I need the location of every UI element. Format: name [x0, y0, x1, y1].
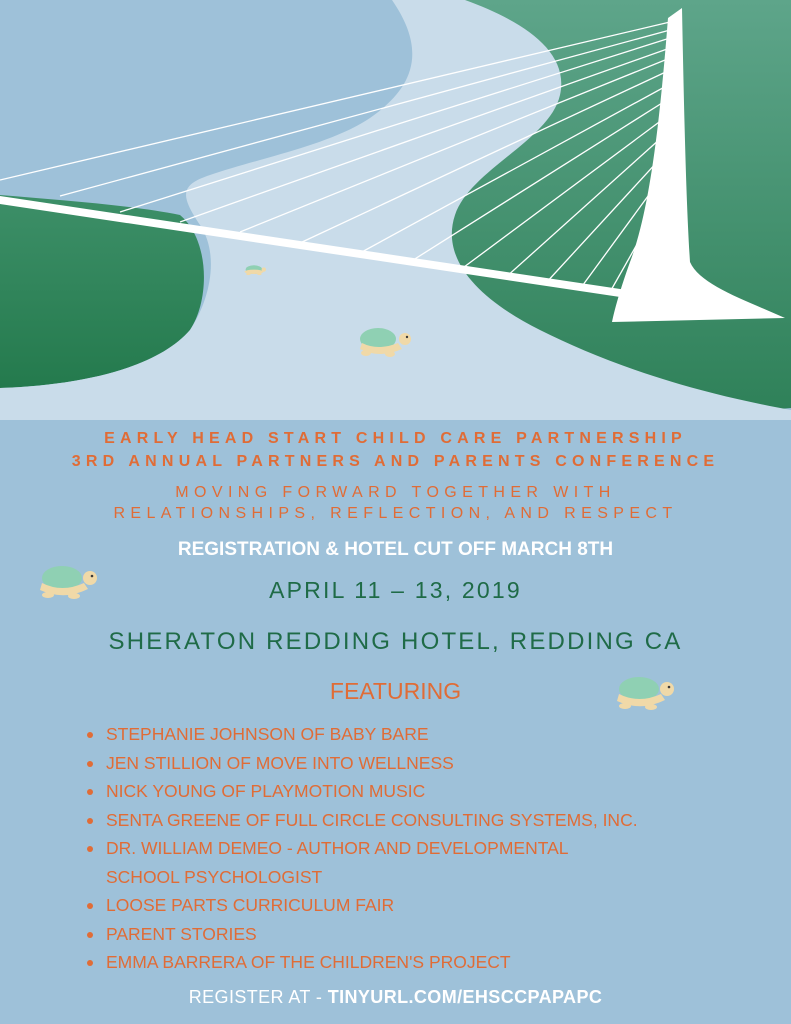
organization-title: EARLY HEAD START CHILD CARE PARTNERSHIP: [104, 430, 687, 447]
list-item: EMMA BARRERA OF THE CHILDREN'S PROJECT: [87, 948, 777, 977]
bridge-river-illustration: [0, 0, 791, 420]
list-item: LOOSE PARTS CURRICULUM FAIR: [87, 891, 777, 920]
list-item: DR. WILLIAM DEMEO - AUTHOR AND DEVELOPMENTAL: [87, 834, 777, 863]
list-item: SENTA GREENE OF FULL CIRCLE CONSULTING SYSTEMS, INC.: [87, 806, 777, 835]
conference-title: 3RD ANNUAL PARTNERS AND PARENTS CONFERENCE: [71, 453, 720, 470]
theme-line-1: MOVING FORWARD TOGETHER WITH: [175, 484, 616, 501]
list-item: STEPHANIE JOHNSON OF BABY BARE: [87, 720, 777, 749]
featured-list: [87, 720, 777, 977]
list-item: JEN STILLION OF MOVE INTO WELLNESS: [87, 749, 777, 778]
list-item-continuation: SCHOOL PSYCHOLOGIST: [106, 866, 323, 887]
event-dates: APRIL 11 – 13, 2019: [269, 577, 522, 603]
list-item: NICK YOUNG OF PLAYMOTION MUSIC: [87, 777, 777, 806]
registration-link[interactable]: TINYURL.COM/EHSCCPAPAPC: [327, 987, 603, 1007]
featuring-heading: FEATURING: [329, 678, 462, 704]
registration-deadline: REGISTRATION & HOTEL CUT OFF MARCH 8TH: [177, 539, 614, 560]
register-prefix: REGISTER AT -: [188, 987, 328, 1007]
event-venue: SHERATON REDDING HOTEL, REDDING CA: [108, 628, 683, 655]
list-item: PARENT STORIES: [87, 920, 777, 949]
registration-info: [0, 987, 791, 1008]
theme-line-2: RELATIONSHIPS, REFLECTION, AND RESPECT: [113, 505, 678, 522]
